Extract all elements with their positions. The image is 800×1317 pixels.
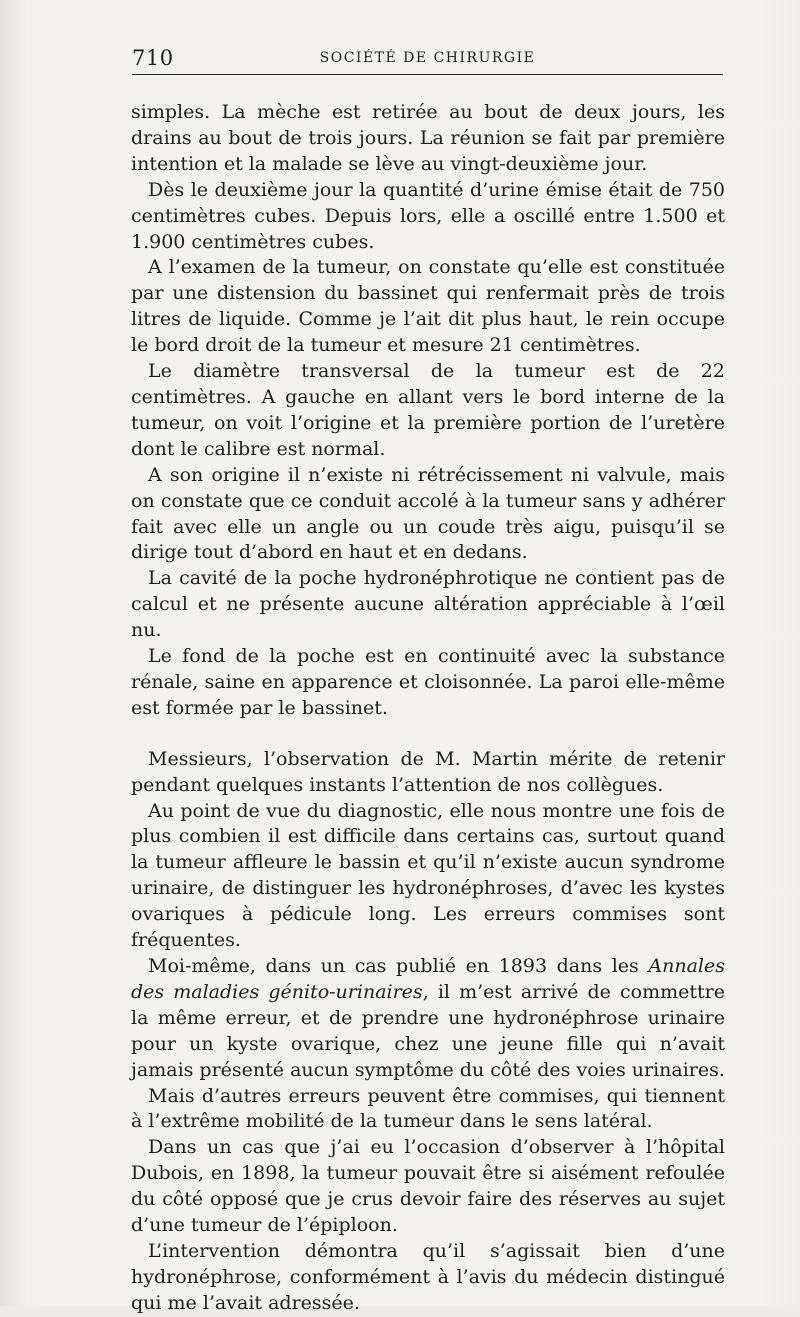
paragraph: simples. La mèche est retirée au bout de deux jours, les drains au bout de trois jours. La réunion se fait par première intention et la malade se lève au vingt-deuxième jour. [131,101,725,175]
paragraph: A son origine il n’existe ni rétrécissement ni valvule, mais on constate que ce conduit accolé à la tumeur sans y adhérer fait avec elle un angle ou un coude très aigu, puisqu’il se dirige tout d’abord en haut et en dedans. [131,463,725,564]
paragraph: Mais d’autres erreurs peuvent être commises, qui tiennent à l’extrême mobilité de la tumeur dans le sens latéral. [131,1084,725,1133]
paragraph: Au point de vue du diagnostic, elle nous montre une fois de plus combien il est difficile dans certains cas, surtout quand la tumeur affleure le bassin et qu’il n’existe aucun syndrome urinaire, de distinguer les hydronéphroses, d’avec les kystes ovariques à pédicule long. Les erreurs commises sont fréquentes. [131,799,725,952]
paragraph-text: Moi-même, dans un cas publié en 1893 dans les [148,955,649,977]
paragraph-text: , il m’est arrivé de commettre la même erreur, et de prendre une hydronéphrose urinaire pour un kyste ovarique, chez une jeune fille qui n’avait jamais présenté aucun symptôme du côté des voies urinaires. [131,980,725,1081]
paragraph: Le fond de la poche est en continuité avec la substance rénale, saine en apparence et cloisonnée. La paroi elle-même est formée par le bassinet. [131,645,725,719]
paragraph: La cavité de la poche hydronéphrotique ne contient pas de calcul et ne présente aucune altération appréciable à l’œil nu. [131,567,725,642]
paragraph: Le diamètre transversal de la tumeur est de 22 centimètres. A gauche en allant vers le bord interne de la tumeur, on voit l’origine et la première portion de l’uretère dont le calibre est normal. [131,360,725,460]
running-head: SOCIÉTÉ DE CHIRURGIE [319,50,536,66]
journal-title: Annales des maladies génito-urinaires [131,955,725,1003]
page-number: 710 [132,46,174,70]
paragraph: A l’examen de la tumeur, on constate qu’elle est constituée par une distension du bassinet qui renfermait près de trois litres de liquide. Comme je l’ait dit plus haut, le rein occupe le bord droit de la tumeur et mesure 21 centimètres. [131,256,725,357]
paragraph: Dès le deuxième jour la quantité d’urine émise était de 750 centimètres cubes. Depuis lors, elle a oscillé entre 1.500 et 1.900 centimètres cubes. [131,178,725,253]
paragraph-with-citation [131,954,725,1084]
paragraph: L’intervention démontra qu’il s’agissait bien d’une hydronéphrose, conformément à l’avis du médecin distingué qui me l’avait adressée. [131,1239,725,1314]
paragraph: Messieurs, l’observation de M. Martin mérite de retenir pendant quelques instants l’attention de nos collègues. [131,747,725,796]
body-text [131,100,725,1317]
page-header [132,44,723,75]
paragraph: Dans un cas que j’ai eu l’occasion d’observer à l’hôpital Dubois, en 1898, la tumeur pouvait être si aisément refoulée du côté opposé que je crus devoir faire des réserves au sujet d’une tumeur de l’épiploon. [131,1136,725,1237]
